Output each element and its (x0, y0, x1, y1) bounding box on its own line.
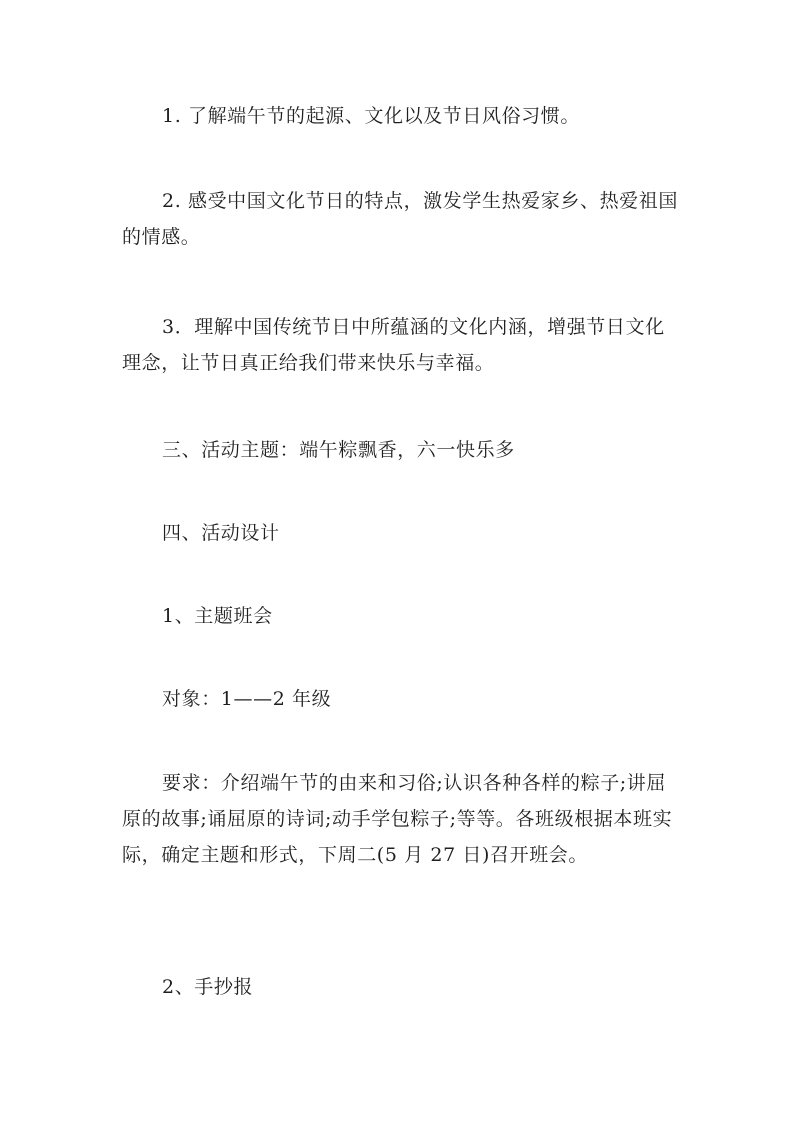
requirements-paragraph: 要求：介绍端午节的由来和习俗;认识各种各样的粽子;讲屈原的故事;诵屈原的诗词;动手学包粽子;等等。各班级根据本班实际，确定主题和形式，下周二(5 月 27 日)召开班会。 (122, 772, 673, 866)
handwritten-newspaper-heading: 2、手抄报 (162, 976, 254, 998)
activity-theme-heading: 三、活动主题：端午粽飘香，六一快乐多 (162, 439, 515, 461)
class-meeting-heading: 1、主题班会 (162, 605, 273, 627)
activity-design-heading: 四、活动设计 (162, 522, 280, 544)
goal-3-paragraph: 3．理解中国传统节日中所蕴涵的文化内涵，增强节日文化理念，让节日真正给我们带来快乐与幸福。 (122, 316, 665, 374)
goal-1-paragraph: 1. 了解端午节的起源、文化以及节日风俗习惯。 (162, 105, 580, 127)
target-grades-paragraph: 对象：1——2 年级 (162, 688, 332, 710)
goal-2-paragraph: 2. 感受中国文化节日的特点，激发学生热爱家乡、热爱祖国的情感。 (122, 190, 678, 248)
